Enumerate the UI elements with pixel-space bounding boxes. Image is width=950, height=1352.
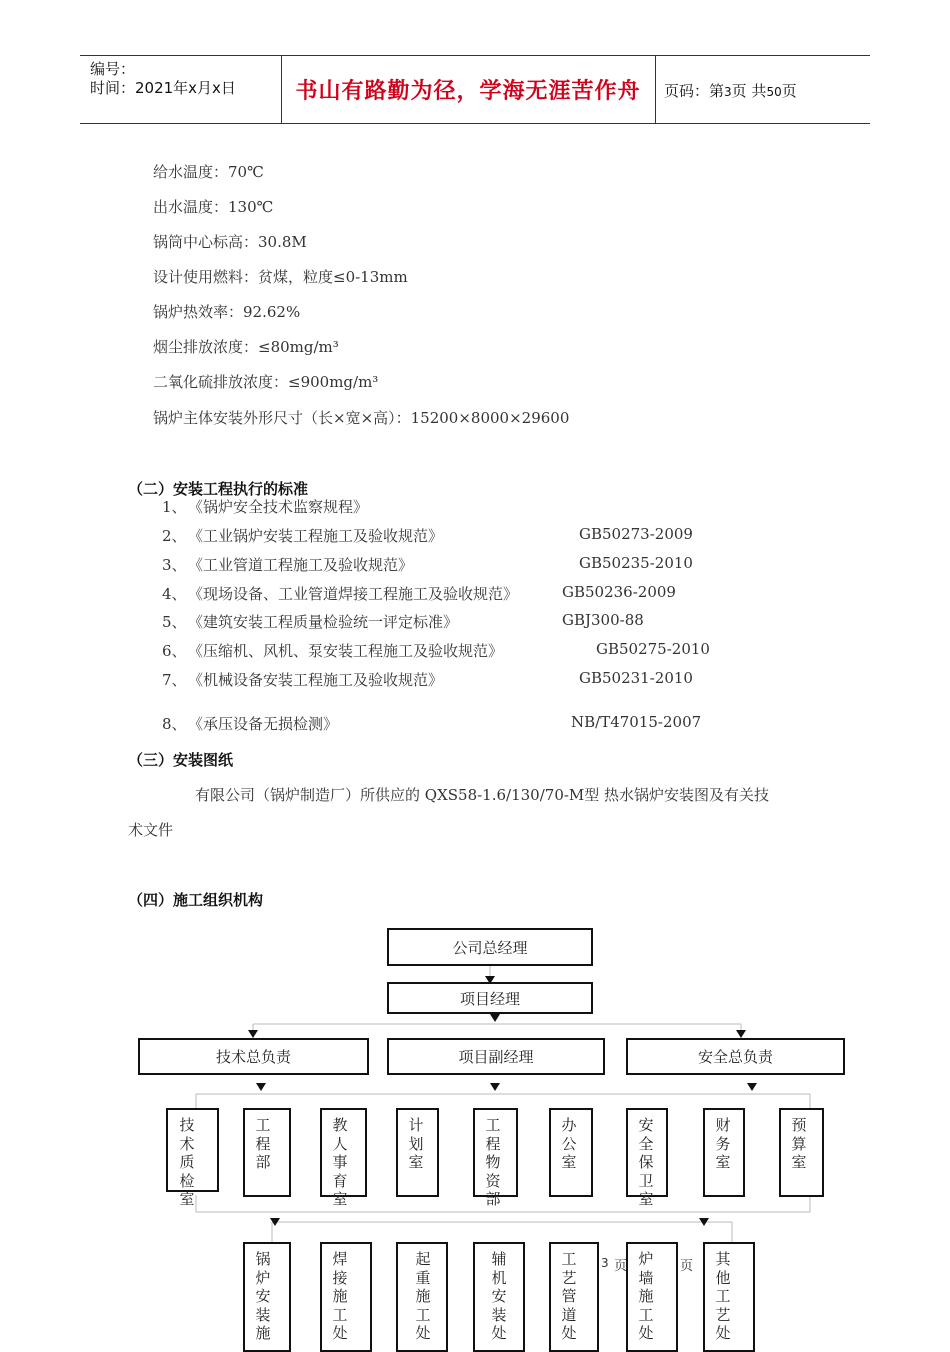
standard-number: 6、 (162, 642, 187, 660)
document-time: 时间：2021年x月x日 (90, 79, 236, 97)
org-workshop-label: 炉墙施工处 (638, 1250, 654, 1342)
standard-number: 4、 (162, 585, 187, 603)
page-mid: 页 共 (731, 82, 767, 100)
standard-number: 1、 (162, 498, 187, 516)
standard-name: 《工业锅炉安装工程施工及验收规范》 (188, 527, 444, 545)
org-dept-label: 工程部 (255, 1116, 271, 1171)
footer-page-word: 页 (680, 1259, 694, 1274)
spec-line: 锅筒中心标高：30.8M (153, 233, 307, 251)
standard-number: 7、 (162, 671, 187, 689)
org-workshop-label: 起重施工处 (415, 1250, 431, 1342)
spec-line: 二氧化硫排放浓度：≤900mg/m³ (153, 373, 379, 391)
standard-code: GB50275-2010 (596, 640, 710, 658)
org-workshop-label: 焊接施工处 (332, 1250, 348, 1342)
drawings-paragraph: 有限公司（锅炉制造厂）所供应的 QXS58-1.6/130/70-M型 热水锅炉安装图及有关技 (195, 786, 770, 804)
document-number-label: 编号： (90, 60, 136, 78)
section-title-standards: （二）安装工程执行的标准 (128, 480, 309, 498)
spec-line: 给水温度：70℃ (153, 163, 264, 181)
standard-number: 3、 (162, 556, 187, 574)
footer-page-number: 3 (601, 1256, 609, 1270)
spec-line: 锅炉主体安装外形尺寸（长×宽×高）：15200×8000×29600 (153, 409, 570, 427)
standard-name: 《现场设备、工业管道焊接工程施工及验收规范》 (188, 585, 519, 603)
standard-code: GBJ300-88 (562, 611, 644, 629)
header-motto: 书山有路勤为径，学海无涯苦作舟 (295, 79, 641, 104)
standard-number: 5、 (162, 613, 187, 631)
org-box-project-manager: 项目经理 (387, 982, 593, 1014)
org-dept-label: 工程物资部 (485, 1116, 501, 1208)
standard-number: 8、 (162, 715, 187, 733)
standard-code: GB50235-2010 (579, 554, 693, 572)
standard-name: 《压缩机、风机、泵安装工程施工及验收规范》 (188, 642, 504, 660)
org-dept-label: 技术质检室 (179, 1116, 195, 1208)
org-dept-label: 安全保卫室 (638, 1116, 654, 1208)
page-suffix: 页 (781, 82, 797, 100)
standard-code: GB50231-2010 (579, 669, 693, 687)
standard-name: 《锅炉安全技术监察规程》 (188, 498, 369, 516)
standard-code: GB50273-2009 (579, 525, 693, 543)
org-dept-label: 预算室 (791, 1116, 807, 1171)
org-dept-label: 办公室 (561, 1116, 577, 1171)
standard-name: 《机械设备安装工程施工及验收规范》 (188, 671, 444, 689)
section-title-drawings: （三）安装图纸 (128, 751, 234, 769)
org-dept-label: 教人事育室 (332, 1116, 348, 1208)
standard-name: 《承压设备无损检测》 (188, 715, 339, 733)
standard-name: 《建筑安装工程质量检验统一评定标准》 (188, 613, 459, 631)
spec-line: 出水温度：130℃ (153, 198, 274, 216)
footer-page-word: 页 (614, 1259, 628, 1274)
org-box-safety-lead: 安全总负责 (626, 1038, 845, 1075)
standard-code: GB50236-2009 (562, 583, 676, 601)
standard-number: 2、 (162, 527, 187, 545)
org-box-ceo: 公司总经理 (387, 928, 593, 966)
org-workshop-label: 锅炉安装施 (255, 1250, 271, 1342)
org-dept-label: 计划室 (408, 1116, 424, 1171)
arrow-icon (490, 1014, 500, 1022)
page-prefix: 页码：第 (664, 82, 725, 100)
standard-code: NB/T47015-2007 (571, 713, 702, 731)
spec-line: 设计使用燃料：贫煤，粒度≤0-13mm (153, 268, 408, 286)
org-box-deputy-manager: 项目副经理 (387, 1038, 605, 1075)
page-current: 3 (724, 85, 732, 99)
section-title-organization: （四）施工组织机构 (128, 891, 264, 909)
org-box-tech-lead: 技术总负责 (138, 1038, 369, 1075)
org-dept-label: 财务室 (715, 1116, 731, 1171)
org-workshop-label: 工艺管道处 (561, 1250, 577, 1342)
page-total: 50 (766, 85, 782, 99)
spec-line: 烟尘排放浓度：≤80mg/m³ (153, 338, 339, 356)
standard-name: 《工业管道工程施工及验收规范》 (188, 556, 414, 574)
spec-line: 锅炉热效率：92.62% (153, 303, 301, 321)
drawings-paragraph-cont: 术文件 (128, 821, 174, 839)
org-workshop-label: 其他工艺处 (715, 1250, 731, 1342)
org-workshop-label: 辅机安装处 (491, 1250, 507, 1342)
